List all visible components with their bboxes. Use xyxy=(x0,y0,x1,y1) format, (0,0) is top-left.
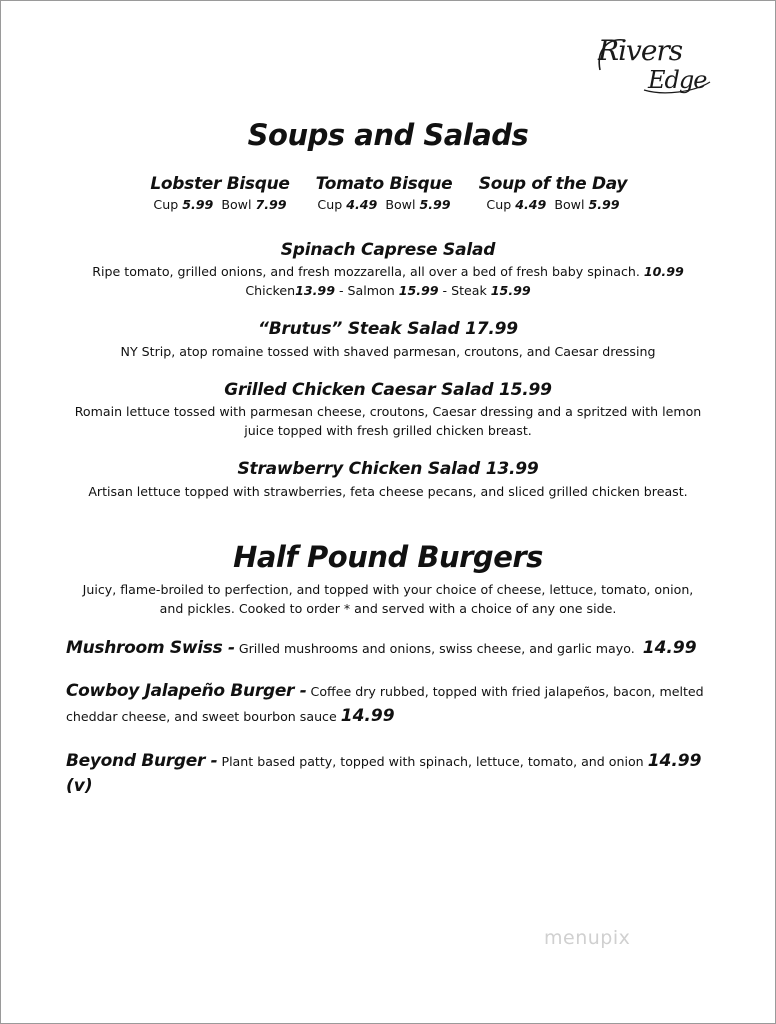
soup-item xyxy=(308,174,460,212)
strawberry-salad-desc: Artisan lettuce topped with strawberries, feta cheese pecans, and sliced grilled chicken breast. xyxy=(88,484,688,499)
burger-desc: Grilled mushrooms and onions, swiss cheese, and garlic mayo. xyxy=(238,641,635,656)
bowl-price: 5.99 xyxy=(419,197,451,212)
soup-sizes xyxy=(474,197,632,212)
logo-line-2: Edge xyxy=(648,66,707,94)
steak-label: - Steak xyxy=(438,283,491,298)
bowl-label: Bowl xyxy=(554,197,585,212)
bowl-label: Bowl xyxy=(385,197,416,212)
soup-name: Tomato Bisque xyxy=(315,174,453,194)
bowl-price: 5.99 xyxy=(588,197,620,212)
rivers-edge-logo xyxy=(594,30,714,102)
soup-sizes xyxy=(144,197,296,212)
strawberry-salad-name: Strawberry Chicken Salad 13.99 xyxy=(237,459,539,479)
caesar-salad-name: Grilled Chicken Caesar Salad 15.99 xyxy=(224,380,552,400)
burger-price: 14.99 xyxy=(340,706,395,726)
menupix-watermark: menupix xyxy=(544,927,631,949)
soup-name: Lobster Bisque xyxy=(150,174,290,194)
spinach-salad-name: Spinach Caprese Salad xyxy=(280,240,496,260)
caesar-desc-line-2: juice topped with fresh grilled chicken breast. xyxy=(244,423,532,438)
steak-price: 15.99 xyxy=(490,283,531,298)
vegan-marker: (v) xyxy=(66,776,93,796)
burger-item xyxy=(66,749,706,799)
brutus-salad-desc: NY Strip, atop romaine tossed with shaved parmesan, croutons, and Caesar dressing xyxy=(120,344,656,359)
soup-sizes xyxy=(308,197,460,212)
burgers-title: Half Pound Burgers xyxy=(233,540,543,574)
bowl-label: Bowl xyxy=(221,197,252,212)
cup-price: 5.99 xyxy=(182,197,214,212)
spinach-addons xyxy=(0,281,776,300)
cup-label: Cup xyxy=(486,197,512,212)
spinach-desc-text: Ripe tomato, grilled onions, and fresh mozzarella, all over a bed of fresh baby spinach. xyxy=(92,264,640,279)
logo-line-1: Rivers xyxy=(598,34,683,67)
caesar-desc-line-1: Romain lettuce tossed with parmesan cheese, croutons, Caesar dressing and a spritzed with lemon xyxy=(74,404,702,419)
bowl-price: 7.99 xyxy=(255,197,287,212)
salmon-price: 15.99 xyxy=(398,283,439,298)
burger-price: 14.99 xyxy=(642,638,697,658)
cup-price: 4.49 xyxy=(346,197,378,212)
burger-item xyxy=(66,636,706,661)
soup-item xyxy=(474,174,632,212)
soup-name: Soup of the Day xyxy=(478,174,628,194)
burger-name: Beyond Burger - xyxy=(66,751,218,771)
soup-item xyxy=(144,174,296,212)
burger-item xyxy=(66,679,706,729)
cup-label: Cup xyxy=(317,197,343,212)
chicken-label: Chicken xyxy=(245,283,296,298)
salmon-label: - Salmon xyxy=(334,283,399,298)
burger-desc: Coffee dry rubbed, topped with fried jalapeños, bacon, melted cheddar cheese, and sweet bourbon sauce xyxy=(66,684,704,724)
burger-name: Cowboy Jalapeño Burger - xyxy=(66,681,307,701)
burgers-intro-line-1: Juicy, flame-broiled to perfection, and topped with your choice of cheese, lettuce, tomato, onion, xyxy=(82,582,694,597)
cup-label: Cup xyxy=(153,197,179,212)
burgers-intro-line-2: and pickles. Cooked to order * and served with a choice of any one side. xyxy=(159,601,617,616)
brutus-salad-name: “Brutus” Steak Salad 17.99 xyxy=(258,319,518,339)
burger-desc: Plant based patty, topped with spinach, lettuce, tomato, and onion xyxy=(221,754,644,769)
chicken-price: 13.99 xyxy=(295,283,335,298)
spinach-salad-desc xyxy=(0,262,776,281)
spinach-price: 10.99 xyxy=(643,264,684,279)
soups-salads-title: Soups and Salads xyxy=(247,118,529,152)
burger-name: Mushroom Swiss - xyxy=(66,638,235,658)
cup-price: 4.49 xyxy=(515,197,547,212)
burger-price: 14.99 xyxy=(647,751,702,771)
